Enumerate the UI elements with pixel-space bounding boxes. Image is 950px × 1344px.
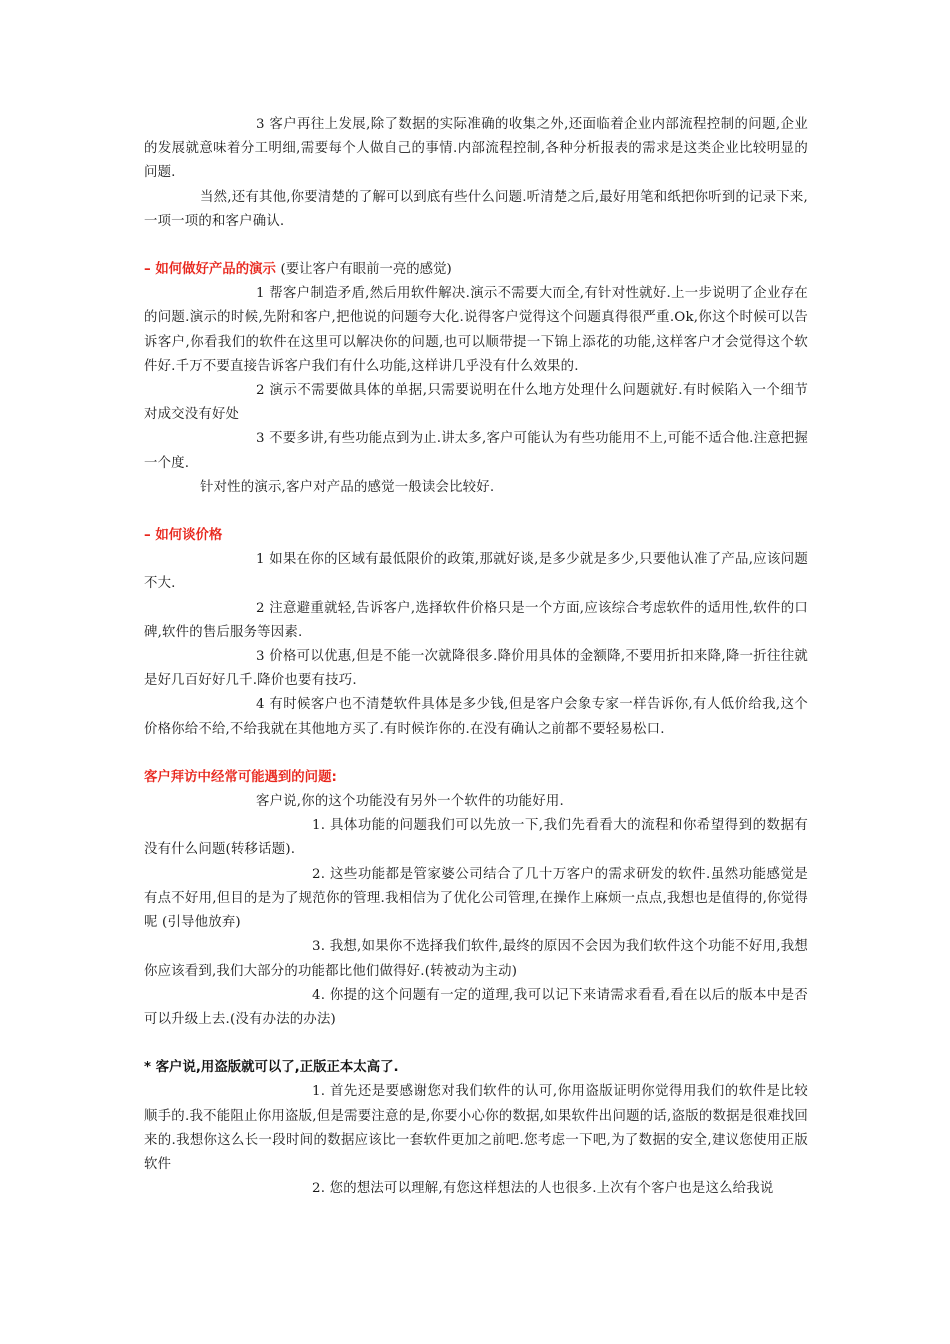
visit-answer-3: 3. 我想,如果你不选择我们软件,最终的原因不会因为我们软件这个功能不好用,我想你应该看到,我们大部分的功能都比他们做得好.(转被动为主动) (144, 939, 808, 979)
spacer (144, 1032, 808, 1056)
demo-heading-note: (要让客户有眼前一亮的感觉) (280, 262, 452, 278)
price-paragraph-3: 3 价格可以优惠,但是不能一次就降很多.降价用具体的金额降,不要用折扣来降,降一折往往就是好几百好好几千.降价也要有技巧. (144, 649, 808, 689)
document-page (144, 113, 808, 1201)
piracy-answer-1: 1. 首先还是要感谢您对我们软件的认可,你用盗版证明你觉得用我们的软件是比较顺手的.我不能阻止你用盗版,但是需要注意的是,你要小心你的数据,如果软件出问题的话,盗版的数据是很难找回来的.我想你这么长一段时间的数据应该比一套软件更加之前吧.您考虑一下吧,为了数据的安全,建议您使用正版软件 (144, 1084, 808, 1172)
spacer (144, 234, 808, 258)
demo-paragraph-summary: 针对性的演示,客户对产品的感觉一般读会比较好. (200, 479, 495, 495)
piracy-section-heading: * 客户说,用盗版就可以了,正版正本太高了. (144, 1060, 399, 1076)
demo-paragraph-3: 3 不要多讲,有些功能点到为止.讲太多,客户可能认为有些功能用不上,可能不适合他.注意把握一个度. (144, 431, 808, 471)
visit-intro: 客户说,你的这个功能没有另外一个软件的功能好用. (256, 794, 564, 810)
spacer (144, 500, 808, 524)
price-section-heading: – 如何谈价格 (144, 528, 223, 544)
visit-answer-4: 4. 你提的这个问题有一定的道理,我可以记下来请需求看看,看在以后的版本中是否可以升级上去.(没有办法的办法) (144, 987, 808, 1027)
intro-paragraph-3: 3 客户再往上发展,除了数据的实际准确的收集之外,还面临着企业内部流程控制的问题,企业的发展就意味着分工明细,需要每个人做自己的事情.内部流程控制,各种分析报表的需求是这类企业比较明显的问题. (144, 117, 808, 181)
demo-section-heading (144, 258, 808, 282)
price-paragraph-2: 2 注意避重就轻,告诉客户,选择软件价格只是一个方面,应该综合考虑软件的适用性,软件的口碑,软件的售后服务等因素. (144, 600, 808, 640)
visit-section-heading: 客户拜访中经常可能遇到的问题: (144, 769, 337, 785)
piracy-answer-2: 2. 您的想法可以理解,有您这样想法的人也很多.上次有个客户也是这么给我说 (312, 1181, 774, 1197)
demo-heading-title: – 如何做好产品的演示 (144, 262, 276, 278)
visit-answer-1: 1. 具体功能的问题我们可以先放一下,我们先看看大的流程和你希望得到的数据有没有什么问题(转移话题). (144, 818, 808, 858)
intro-paragraph-summary: 当然,还有其他,你要清楚的了解可以到底有些什么问题.听清楚之后,最好用笔和纸把你听到的记录下来,一项一项的和客户确认. (144, 189, 808, 229)
visit-answer-2: 2. 这些功能都是管家婆公司结合了几十万客户的需求研发的软件.虽然功能感觉是有点不好用,但目的是为了规范你的管理.我相信为了优化公司管理,在操作上麻烦一点点,我想也是值得的,你觉得呢 (引导他放弃) (144, 866, 808, 931)
demo-paragraph-1: 1 帮客户制造矛盾,然后用软件解决.演示不需要大而全,有针对性就好.上一步说明了企业存在的问题.演示的时候,先附和客户,把他说的问题夸大化.说得客户觉得这个问题真得很严重.Ok,你这个时候可以告诉客户,你看我们的软件在这里可以解决你的问题,也可以顺带提一下锦上添花的功能,这样客户才会觉得这个软件好.千万不要直接告诉客户我们有什么功能,这样讲几乎没有什么效果的. (144, 286, 808, 374)
demo-paragraph-2: 2 演示不需要做具体的单据,只需要说明在什么地方处理什么问题就好.有时候陷入一个细节对成交没有好处 (144, 383, 808, 423)
price-paragraph-1: 1 如果在你的区域有最低限价的政策,那就好谈,是多少就是多少,只要他认准了产品,应该问题不大. (144, 552, 808, 592)
spacer (144, 742, 808, 766)
price-paragraph-4: 4 有时候客户也不清楚软件具体是多少钱,但是客户会象专家一样告诉你,有人低价给我,这个价格你给不给,不给我就在其他地方买了.有时候诈你的.在没有确认之前都不要轻易松口. (144, 697, 808, 737)
